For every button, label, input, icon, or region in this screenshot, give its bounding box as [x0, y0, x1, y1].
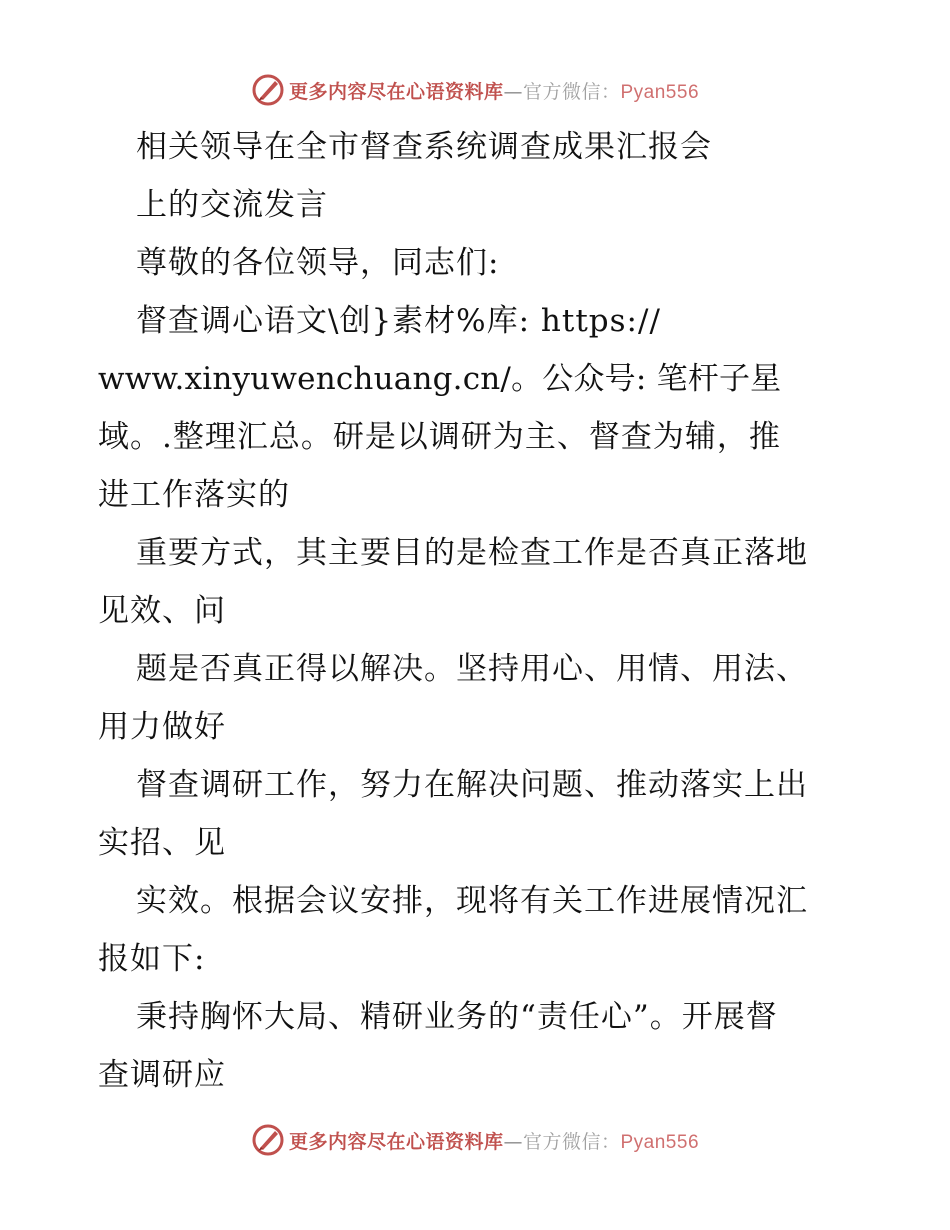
- doc-title-line-1: 相关领导在全市督查系统调查成果汇报会: [136, 129, 712, 165]
- doc-line: 题是否真正得以解决。坚持用心、用情、用法、: [136, 651, 808, 687]
- quill-logo-icon: [251, 73, 285, 107]
- doc-title-line-2: 上的交流发言: [136, 187, 328, 223]
- banner-text: [289, 1127, 699, 1154]
- banner-wechat: 官方微信：: [522, 1130, 621, 1153]
- banner-dash: —: [503, 80, 523, 103]
- doc-line: www.xinyuwenchuang.cn/。公众号: 笔杆子星: [98, 361, 782, 397]
- banner-account: Pyan556: [620, 81, 700, 103]
- doc-line: 实招、见: [98, 825, 226, 861]
- doc-salutation: 尊敬的各位领导，同志们:: [136, 245, 500, 281]
- quill-logo-icon: [251, 1123, 285, 1157]
- doc-line: 域。.整理汇总。研是以调研为主、督查为辅，推: [98, 419, 781, 455]
- doc-line: 查调研应: [98, 1057, 226, 1093]
- doc-line: 报如下:: [98, 941, 206, 977]
- header-banner: [0, 70, 950, 110]
- banner-wechat: 官方微信：: [522, 80, 621, 103]
- doc-line: 进工作落实的: [98, 477, 290, 513]
- doc-line: 实效。根据会议安排，现将有关工作进展情况汇: [136, 883, 808, 919]
- doc-line: 督查调研工作，努力在解决问题、推动落实上出: [136, 767, 808, 803]
- doc-line: 督查调心语文\创}素材%库: https://: [136, 303, 661, 339]
- doc-line: 用力做好: [98, 709, 226, 745]
- footer-banner: [0, 1120, 950, 1160]
- doc-line: 见效、问: [98, 593, 226, 629]
- doc-line: 秉持胸怀大局、精研业务的“责任心”。开展督: [136, 999, 778, 1035]
- banner-main: 更多内容尽在心语资料库: [288, 80, 504, 103]
- document-body: [98, 118, 858, 1104]
- banner-text: [289, 77, 699, 104]
- doc-line: 重要方式，其主要目的是检查工作是否真正落地: [136, 535, 808, 571]
- banner-main: 更多内容尽在心语资料库: [288, 1130, 504, 1153]
- banner-dash: —: [503, 1130, 523, 1153]
- banner-account: Pyan556: [620, 1131, 700, 1153]
